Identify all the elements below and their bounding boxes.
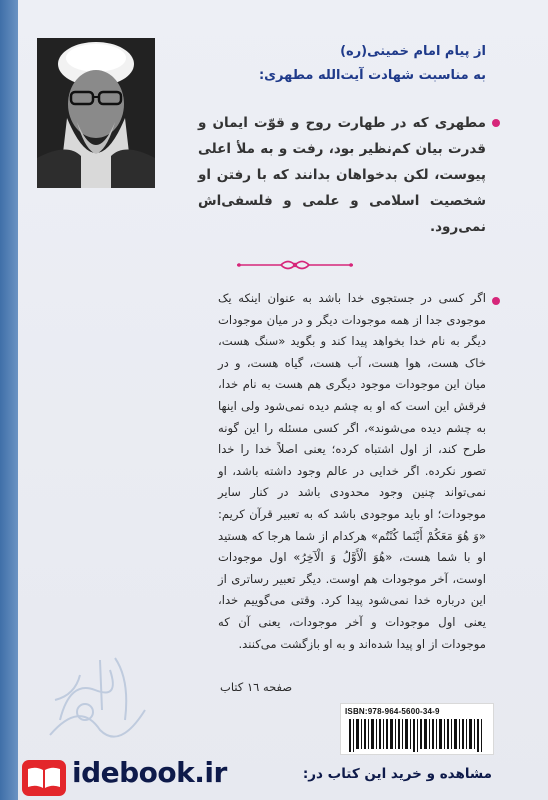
pink-dot-icon <box>492 119 500 127</box>
promo-caption: مشاهده و خرید این کتاب در: <box>302 766 492 782</box>
promo-banner[interactable] <box>0 752 548 800</box>
calligraphy-emblem-icon <box>40 640 160 750</box>
author-portrait <box>37 38 155 188</box>
quote-paragraph: مطهری که در طهارت روح و قوّت ایمان و قدرت بیان کم‌نظیر بود، رفت و به ملأ اعلی پیوست، لکن بدخواهان بدانند که با رفتن او شخصیت اسلامی و علمی و فلسفی‌اش نمی‌رود. <box>198 115 486 235</box>
heading-line-1: از پیام امام خمینی(ره) <box>340 44 486 59</box>
pink-dot-icon <box>492 297 500 305</box>
excerpt-paragraph: اگر کسی در جستجوی خدا باشد به عنوان اینکه یک موجودی جدا از همه موجودات دیگر و در میان موجودات دیگر به نام خدا بخواهد پیدا کند و بگوید «سنگ هست، خاک هست، هوا هست، آب هست، گیاه هست، و در میان این موجودات موجود دیگری هم هست به نام خدا، فرقش این است که او به چشم دیده نمی‌شود ولی اینها به چشم دیده می‌شوند»، اگر کسی مسئله را این گونه طرح کند، از اول اشتباه کرده؛ یعنی اصلاً خدا را خدا تصور نکرده. اگر خدایی در عالم وجود داشته باشد، او نمی‌تواند چنین وجود محدودی باشد در کنار سایر موجودات؛ او باید موجودی باشد که به تعبیر قرآن کریم: «وَ هُوَ مَعَکُمْ أَیْنَما کُنْتُم» هرکدام از شما هرجا که هستید او با شما هست، «هُوَ الْأَوَّلُ وَ الْآخِرُ» اول موجودات اوست، آخر موجودات هم اوست. دیگر تعبیر رساتری از این درباره خدا نمی‌شود پیدا کرد. وقتی می‌گوییم خدا، یعنی اول موجودات و آخر موجودات، یعنی آن که موجودات از او پیدا شده‌اند و به او بازگشت می‌کنند. <box>218 291 486 651</box>
isbn-barcode-box <box>340 703 494 755</box>
open-book-icon <box>22 760 66 796</box>
page-reference: صفحه ١٦ کتاب <box>220 680 293 694</box>
isbn-number: ISBN:978-964-5600-34-9 <box>345 707 440 716</box>
portrait-illustration <box>37 38 155 188</box>
promo-site-name[interactable]: idebook.ir <box>72 756 227 789</box>
heading-line-2: به مناسبت شهادت آیت‌الله مطهری: <box>258 68 486 83</box>
barcode-icon <box>347 719 487 752</box>
ornament-divider-icon <box>235 258 355 272</box>
spine-caption <box>4 650 14 730</box>
